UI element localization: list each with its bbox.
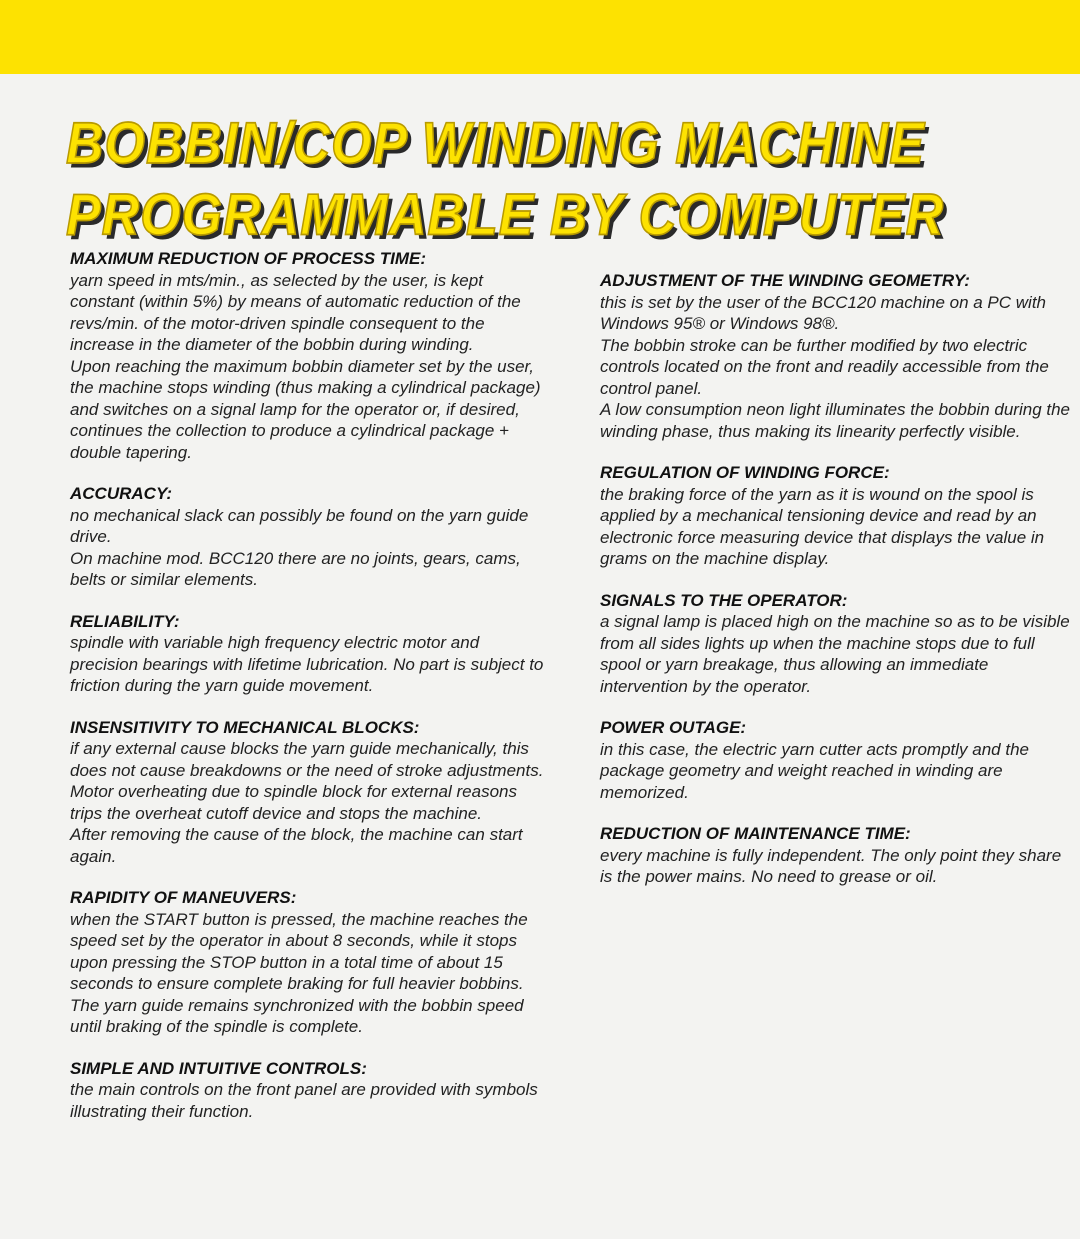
right-column xyxy=(600,270,1070,908)
section-paragraph: A low consumption neon light illuminates the bobbin during the winding phase, thus making its linearity perfectly visible. xyxy=(600,400,1070,441)
page-title xyxy=(66,108,1006,251)
section-heading: ADJUSTMENT OF THE WINDING GEOMETRY: xyxy=(600,271,970,290)
title-line-2: PROGRAMMABLE BY COMPUTER xyxy=(66,183,945,248)
section-rapidity xyxy=(70,887,548,1038)
section-paragraph: After removing the cause of the block, the machine can start again. xyxy=(70,825,523,866)
section-paragraph: The yarn guide remains synchronized with the bobbin speed until braking of the spindle is complete. xyxy=(70,995,524,1036)
section-heading: MAXIMUM REDUCTION OF PROCESS TIME: xyxy=(70,249,427,268)
section-heading: INSENSITIVITY TO MECHANICAL BLOCKS: xyxy=(70,717,420,737)
section-heading: RAPIDITY OF MANEUVERS: xyxy=(70,888,297,907)
section-accuracy xyxy=(70,483,548,591)
section-winding-geometry xyxy=(600,270,1070,442)
top-yellow-band xyxy=(0,0,1080,74)
section-max-reduction xyxy=(70,248,548,463)
section-heading: REGULATION OF WINDING FORCE: xyxy=(600,463,890,482)
section-paragraph: a signal lamp is placed high on the machine so as to be visible from all sides lights up when the machine stops due to full spool or yarn breakage, thus allowing an immediate intervention by the operator. xyxy=(600,612,1070,696)
section-paragraph: this is set by the user of the BCC120 machine on a PC with Windows 95® or Windows 98®. xyxy=(600,292,1047,333)
section-paragraph: when the START button is pressed, the machine reaches the speed set by the operator in about 8 seconds, while it stops upon pressing the STOP button in a total time of about 15 seconds to ensure complete braking for full heavier bobbins. xyxy=(70,909,528,993)
section-paragraph: spindle with variable high frequency electric motor and precision bearings with lifetime lubrication. No part is subject to friction during the yarn guide movement. xyxy=(70,633,544,695)
section-power-outage xyxy=(600,717,1070,803)
section-paragraph: the braking force of the yarn as it is wound on the spool is applied by a mechanical tensioning device and read by an electronic force measuring device that displays the value in grams on the machine display. xyxy=(600,484,1045,568)
section-heading: ACCURACY: xyxy=(70,484,172,503)
section-controls xyxy=(70,1058,548,1123)
section-winding-force xyxy=(600,462,1070,570)
section-paragraph: every machine is fully independent. The only point they share is the power mains. No need to grease or oil. xyxy=(600,845,1062,886)
section-paragraph: no mechanical slack can possibly be found on the yarn guide drive. xyxy=(70,505,529,546)
section-paragraph: Upon reaching the maximum bobbin diameter set by the user, the machine stops winding (thus making a cylindrical package) and switches on a signal lamp for the operator or, if desired, continues the collection to produce a cylindrical package + double tapering. xyxy=(70,356,541,462)
left-column xyxy=(70,248,548,1142)
section-paragraph: On machine mod. BCC120 there are no joints, gears, cams, belts or similar elements. xyxy=(70,548,521,589)
section-paragraph: in this case, the electric yarn cutter acts promptly and the package geometry and weight reached in winding are memorized. xyxy=(600,739,1029,802)
title-line-1: BOBBIN/COP WINDING MACHINE xyxy=(66,111,925,177)
section-heading: REDUCTION OF MAINTENANCE TIME: xyxy=(600,824,911,843)
section-heading: POWER OUTAGE: xyxy=(600,718,747,737)
section-paragraph: yarn speed in mts/min., as selected by the user, is kept constant (within 5%) by means of automatic reduction of the revs/min. of the motor-driven spindle consequent to the increase in the diameter of the bobbin during winding. xyxy=(70,270,521,354)
section-signals xyxy=(600,590,1070,698)
section-reliability xyxy=(70,611,548,697)
section-heading: SIGNALS TO THE OPERATOR: xyxy=(600,590,848,610)
section-paragraph: if any external cause blocks the yarn guide mechanically, this does not cause breakdowns or the need of stroke adjustments. Motor overheating due to spindle block for external reasons trips the overheat cutoff device and stops the machine. xyxy=(70,739,544,823)
section-heading: RELIABILITY: xyxy=(70,611,180,631)
section-insensitivity xyxy=(70,717,548,868)
section-heading: SIMPLE AND INTUITIVE CONTROLS: xyxy=(70,1058,367,1078)
section-maintenance xyxy=(600,823,1070,888)
section-paragraph: the main controls on the front panel are provided with symbols illustrating their function. xyxy=(70,1080,538,1121)
section-paragraph: The bobbin stroke can be further modified by two electric controls located on the front and readily accessible from the control panel. xyxy=(600,335,1049,398)
